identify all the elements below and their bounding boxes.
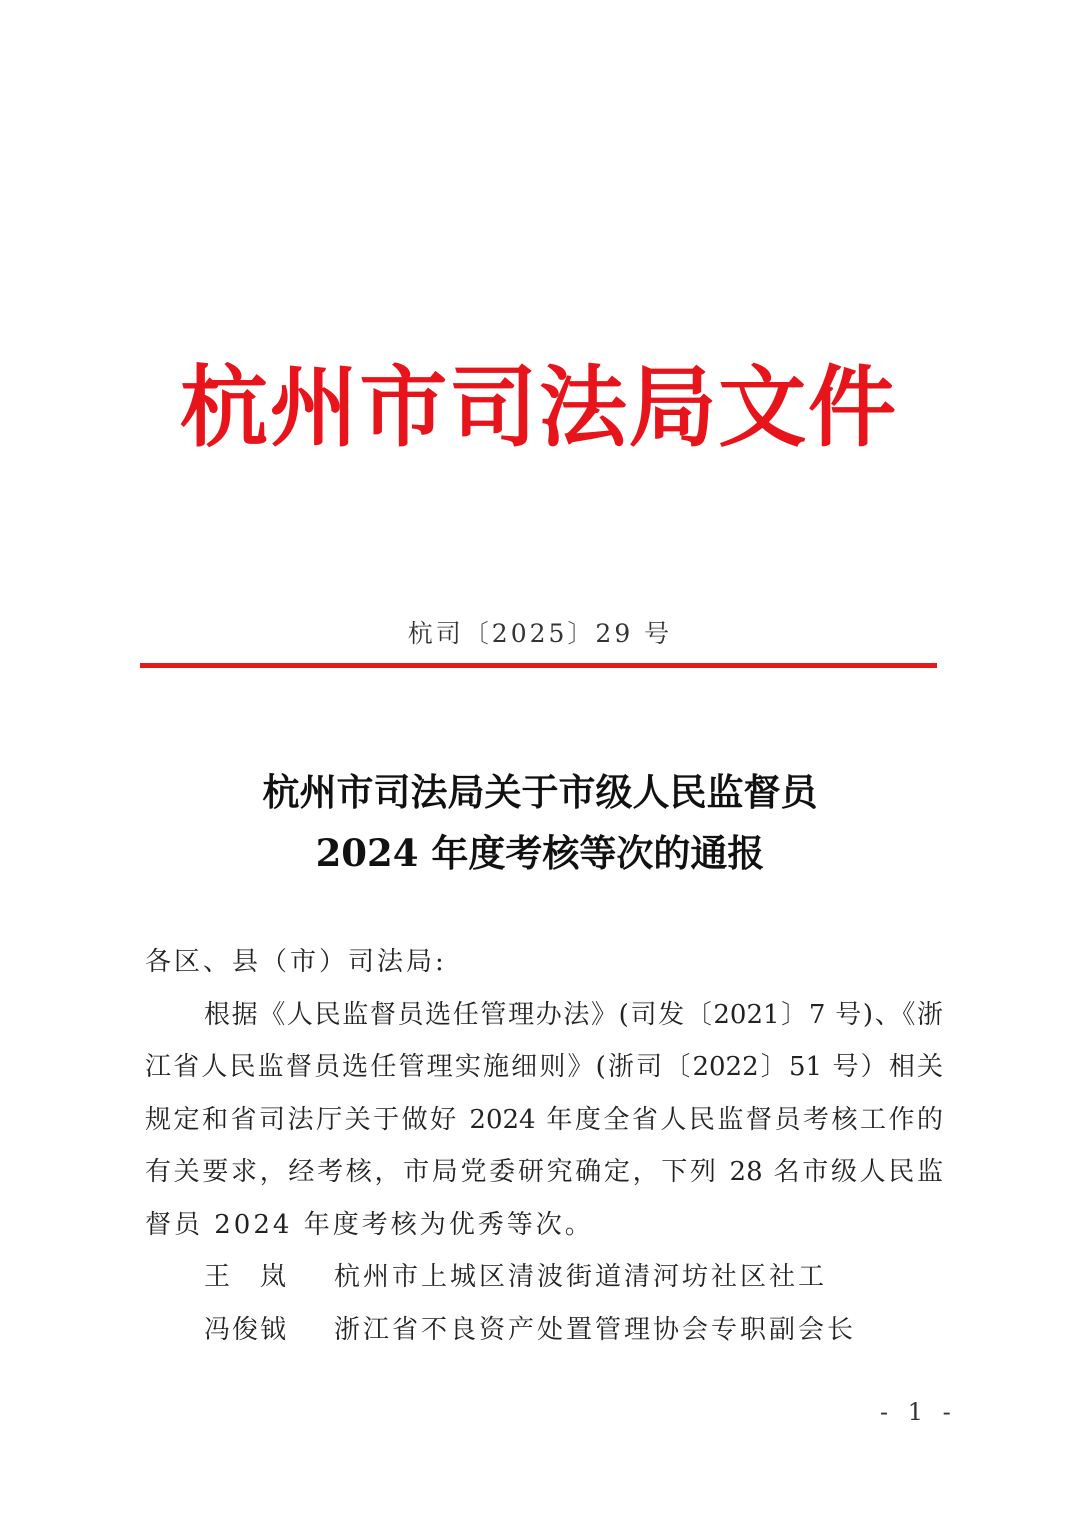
document-title-line-1: 杭州市司法局关于市级人民监督员 xyxy=(262,770,818,814)
member-name: 冯俊钺 xyxy=(204,1315,289,1345)
member-affiliation: 杭州市上城区清波街道清河坊社区社工 xyxy=(334,1262,828,1292)
list-item xyxy=(204,1310,856,1350)
body-line: 督员 2024 年度考核为优秀等次。 xyxy=(145,1210,594,1240)
salutation: 各区、县（市）司法局: xyxy=(145,947,447,977)
document-title-line-2: 2024 年度考核等次的通报 xyxy=(315,831,765,875)
body-line: 江省人民监督员选任管理实施细则》(浙司〔2022〕51 号）相关 xyxy=(145,1052,943,1082)
page-number: - 1 - xyxy=(880,1398,957,1426)
member-affiliation: 浙江省不良资产处置管理协会专职副会长 xyxy=(334,1315,857,1345)
list-item xyxy=(204,1257,827,1297)
document-header-title: 杭州市司法局文件 xyxy=(180,355,896,459)
red-divider xyxy=(140,663,937,668)
member-name: 王 岚 xyxy=(204,1262,289,1292)
body-line: 有关要求，经考核，市局党委研究确定，下列 28 名市级人民监 xyxy=(145,1157,943,1187)
body-line: 根据《人民监督员选任管理办法》(司发〔2021〕7 号)、《浙 xyxy=(204,1000,943,1030)
document-number: 杭司〔2025〕29 号 xyxy=(407,619,673,648)
body-line: 规定和省司法厅关于做好 2024 年度全省人民监督员考核工作的 xyxy=(145,1105,943,1135)
